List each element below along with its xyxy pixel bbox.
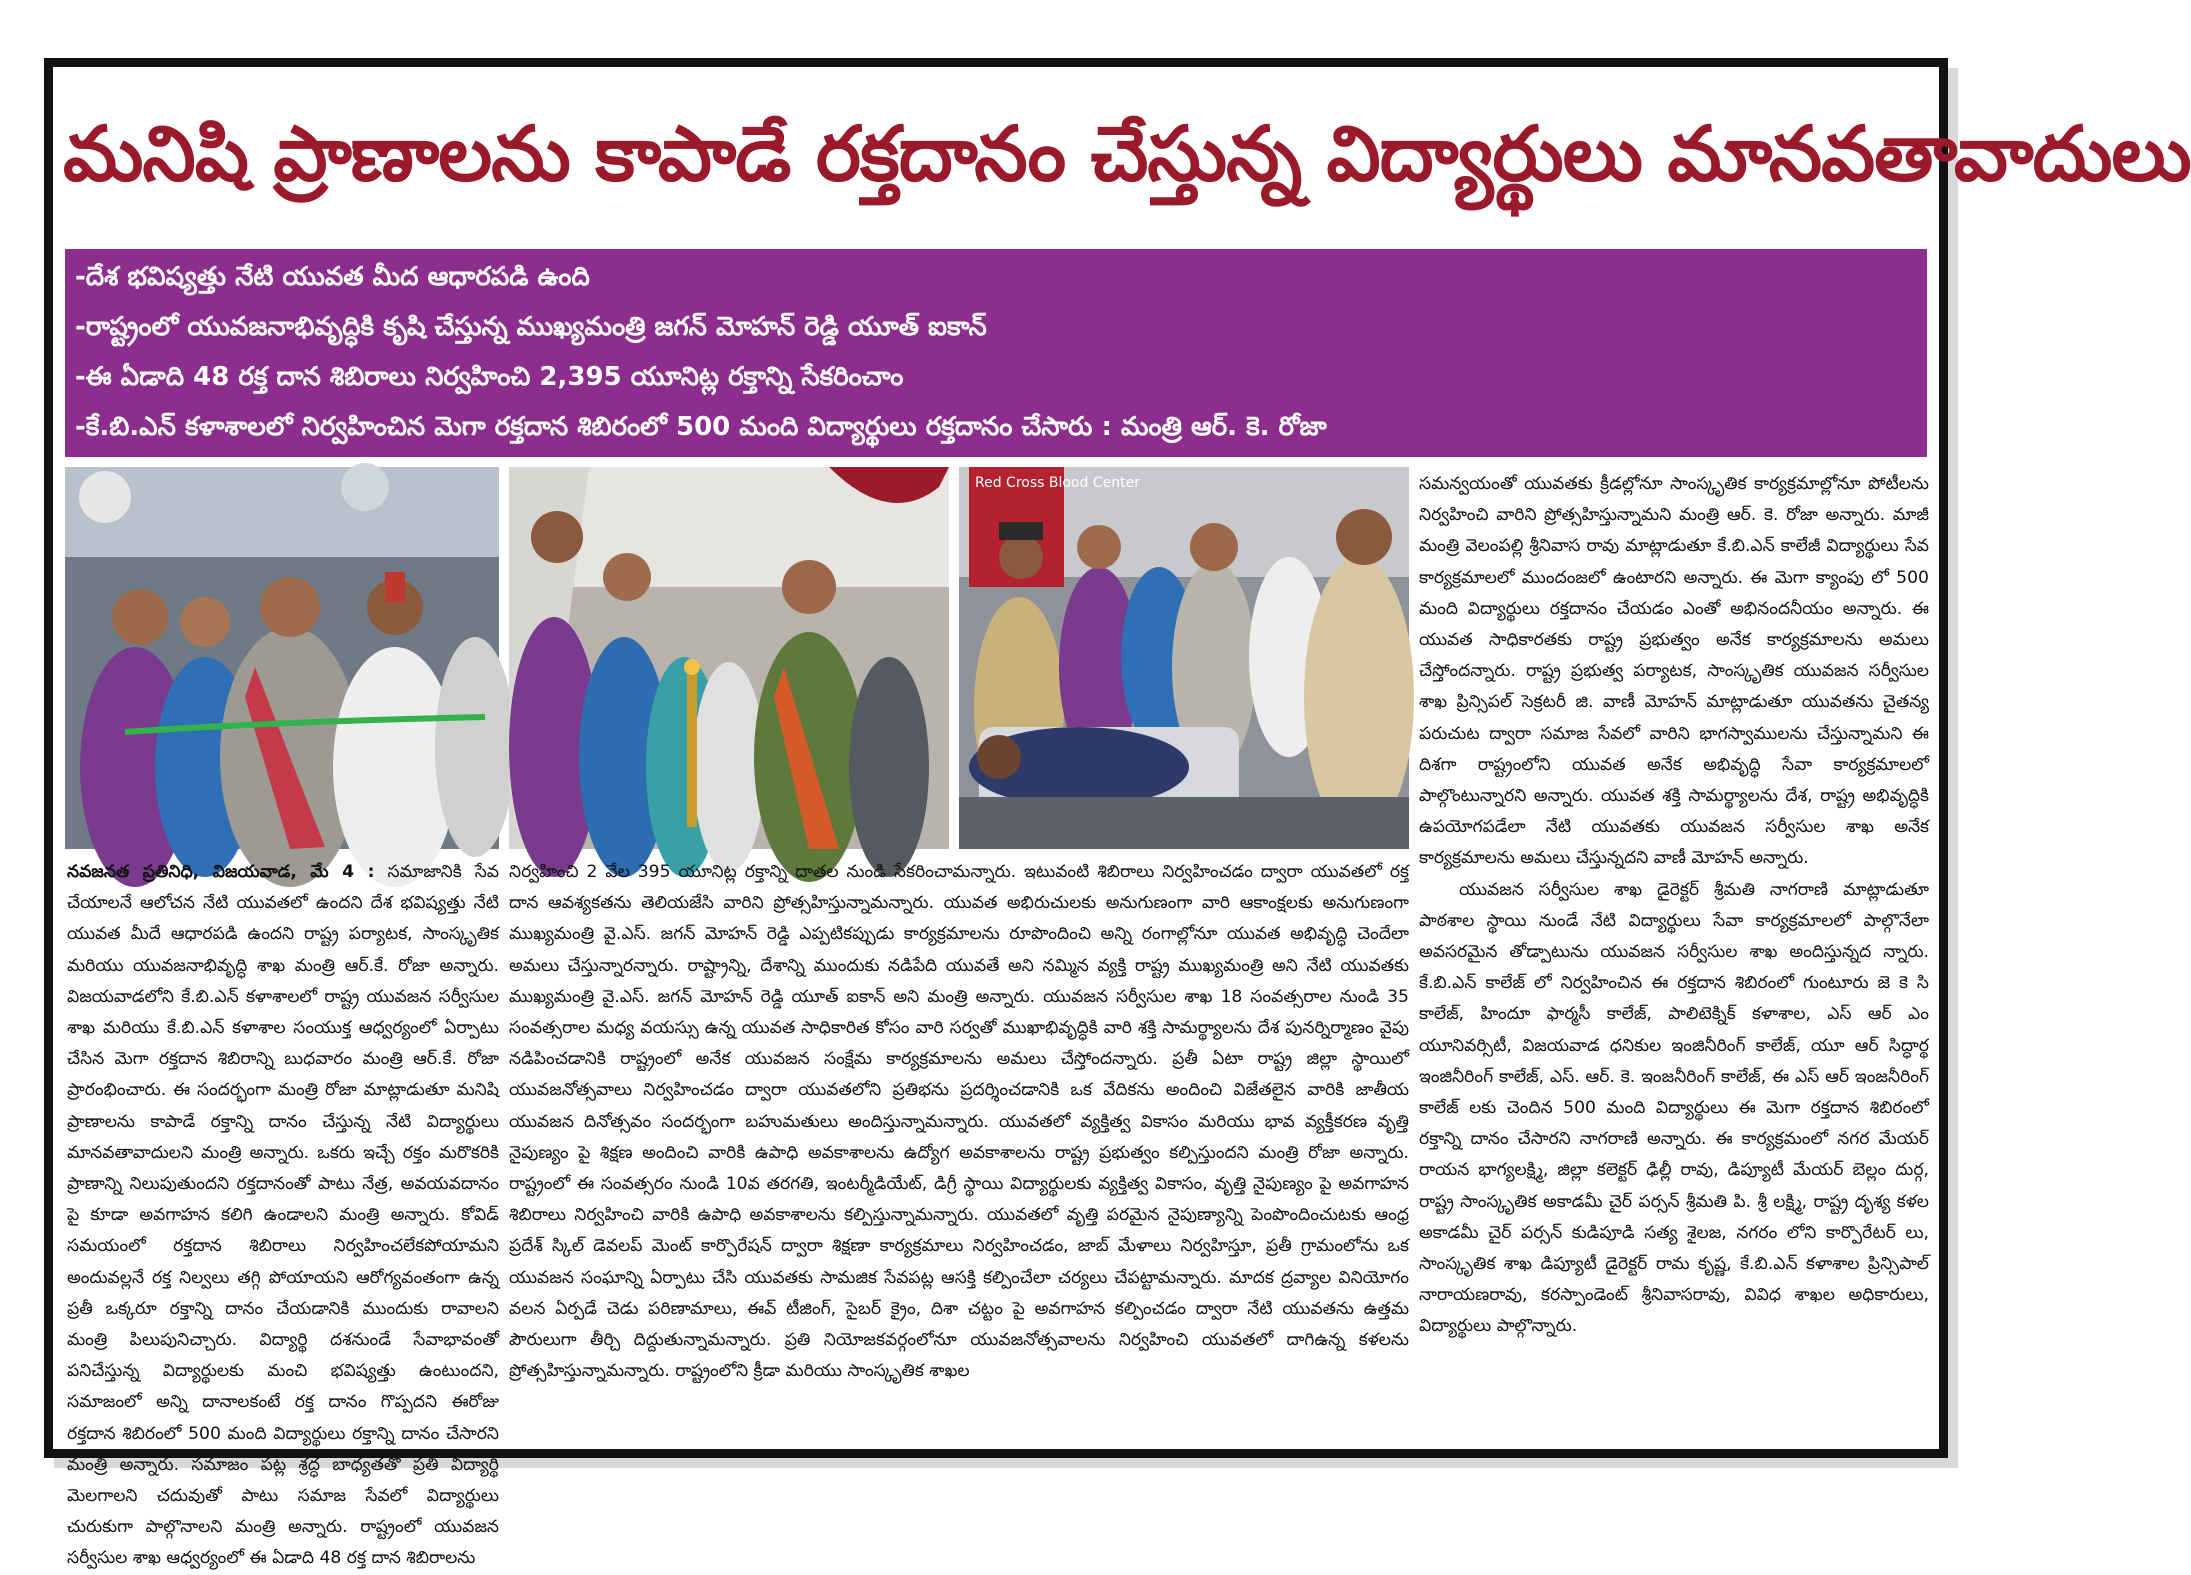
column-1-text: సమాజానికి సేవ చేయాలనే ఆలోచన నేటి యువతలో ఉందని దేశ భవిష్యత్తు నేటి యువత మీదే ఆధారపడి ఉందని రాష్ట్ర పర్యాటక, సాంస్కృతిక మరియు యువజనాభివృద్ధి శాఖ మంత్రి ఆర్.కే. రోజా అన్నారు. విజయవాడలోని కే.బి.ఎన్ కళాశాలలో రాష్ట్ర యువజన సర్వీసుల శాఖ మరియు కే.బి.ఎన్ కళాశాల సంయుక్త ఆధ్వర్యంలో ఏర్పాటు చేసిన మెగా రక్తదాన శిబిరాన్ని బుధవారం మంత్రి ఆర్.కే. రోజా ప్రారంభించారు. ఈ సందర్భంగా మంత్రి రోజా మాట్లాడుతూ మనిషి ప్రాణాలను కాపాడే రక్తాన్ని దానం చేస్తున్న నేటి విద్యార్థులు మానవతావాదులని మంత్రి అన్నారు. ఒకరు ఇచ్చే రక్తం మరొకరికి ప్రాణాన్ని నిలుపుతుందని రక్తదానంతో పాటు నేత్ర, అవయవదానం పై కూడా అవగాహన కలిగి ఉండాలని మంత్రి అన్నారు. కోవిడ్ సమయంలో రక్తదాన శిబిరాలు నిర్వహించలేకపోయామని అందువల్లనే రక్త నిల్వలు తగ్గి పోయాయని ఆరోగ్యవంతంగా ఉన్న ప్రతీ ఒక్కరూ రక్తాన్ని దానం చేయడానికి ముందుకు రావాలని మంత్రి పిలుపునిచ్చారు. విద్యార్థి దశనుండే సేవాభావంతో పనిచేస్తున్న విద్యార్థులకు మంచి భవిష్యత్తు ఉంటుందని, సమాజంలో అన్ని దానాలకంటే రక్త దానం గొప్పదని ఈరోజు రక్తదాన శిబిరంలో 500 మంది విద్యార్థులు రక్తాన్ని దానం చేసారని మంత్రి అన్నారు. సమాజం పట్ల శ్రద్ధ బాధ్యతతో ప్రతి విద్యార్థి మెలగాలని చదువుతో పాటు సమాజ సేవలో విద్యార్థులు చురుకుగా పాల్గొనాలని మంత్రి అన్నారు. రాష్ట్రంలో యువజన సర్వీసుల శాఖ ఆధ్వర్యంలో ఈ ఏడాది 48 రక్త దాన శిబిరాలను [67, 862, 500, 1569]
highlights-band [65, 249, 1927, 457]
column-2-text: నిర్వహించి 2 వేల 395 యూనిట్ల రక్తాన్ని దాతల నుండి సేకరించామన్నారు. ఇటువంటి శిబిరాలు నిర్వహించడం ద్వారా యువతలో రక్త దాన ఆవశ్యకతను తెలియజేసి వారిని ప్రోత్సహిస్తున్నామన్నారు. యువత అభిరుచులకు అనుగుణంగా వారి ఆకాంక్షలకు అనుగుణంగా ముఖ్యమంత్రి వై.ఎస్. జగన్ మోహన్ రెడ్డి ఎప్పటికప్పుడు కార్యక్రమాలను రూపొందించి అన్ని రంగాల్లోనూ యువత అభివృద్ధి చెందేలా అమలు చేస్తున్నారన్నారు. రాష్ట్రాన్ని, దేశాన్ని ముందుకు నడిపేది యువతే అని నమ్మిన వ్యక్తి రాష్ట్ర ముఖ్యమంత్రి అని నేటి యువతకు ముఖ్యమంత్రి వై.ఎస్. జగన్ మోహన్ రెడ్డి యూత్ ఐకాన్ అని మంత్రి అన్నారు. యువజన సర్వీసుల శాఖ 18 సంవత్సరాల నుండి 35 సంవత్సరాల మధ్య వయస్సు ఉన్న యువత సాధికారిత కోసం వారి సర్వతో ముఖాభివృద్ధికి వారి శక్తి సామర్థ్యాలను దేశ పునర్నిర్మాణం వైపు నడిపించడానికి రాష్ట్రంలో అనేక యువజన సంక్షేమ కార్యక్రమాలను అమలు చేస్తోందన్నారు. ప్రతీ ఏటా రాష్ట్ర జిల్లా స్థాయిలో యువజనోత్సవాలు నిర్వహించడం ద్వారా యువతలోని ప్రతిభను ప్రదర్శించడానికి ఒక వేదికను అందించి విజేతలైన వారికి జాతీయ యువజన దినోత్సవం సందర్భంగా బహుమతులు అందిస్తున్నామన్నారు. యువతలో వ్యక్తిత్వ వికాసం మరియు భావ వ్యక్తీకరణ వృత్తి నైపుణ్యం పై శిక్షణ అందించి వారికి ఉపాధి అవకాశాలను ఉద్యోగ అవకాశాలను రాష్ట్ర ప్రభుత్వం కల్పిస్తుందని మంత్రి రోజా అన్నారు. రాష్ట్రంలో ఈ సంవత్సరం నుండి 10వ తరగతి, ఇంటర్మీడియేట్, డిగ్రీ స్థాయి విద్యార్థులకు వ్యక్తిత్వ వికాసం, వృత్తి నైపుణ్యం పై అవగాహన శిబిరాలు నిర్వహించి వారికి ఉపాధి అవకాశాలను కల్పిస్తున్నామన్నారు. యువతలో వృత్తి పరమైన నైపుణ్యాన్ని పెంపొందించుటకు ఆంధ్ర ప్రదేశ్ స్కిల్ డెవలప్ మెంట్ కార్పొరేషన్ ద్వారా శిక్షణా కార్యక్రమాలు నిర్వహించడం, జాబ్ మేళాలు నిర్వహిస్తూ, ప్రతీ గ్రామంలోను ఒక యువజన సంఘాన్ని ఏర్పాటు చేసి యువతకు సామజిక సేవపట్ల ఆసక్తి కల్పించేలా చర్యలు చేపట్టామన్నారు. మాదక ద్రవ్యాల వినియోగం వలన ఏర్పడే చెడు పరిణామాలు, ఈవ్ టీజింగ్, సైబర్ క్రైం, దిశా చట్టం పై అవగాహన కల్పించడం ద్వారా నేటి యువతను ఉత్తమ పౌరులుగా తీర్చి దిద్దుతున్నామన్నారు. ప్రతి నియోజకవర్గంలోనూ యువజనోత్సవాలను నిర్వహించి యువతలో దాగిఉన్న కళలను ప్రోత్సహిస్తున్నామన్నారు. రాష్ట్రంలోని క్రీడా మరియు సాంస్కృతిక శాఖల [509, 862, 1409, 1382]
article-column-3 [1419, 469, 1929, 1343]
banner-text: Red Cross Blood Center [975, 475, 1140, 491]
photo-blood-donation [959, 467, 1409, 849]
photo-ribbon-cutting [65, 467, 499, 849]
column-3-paragraph-1: సమన్వయంతో యువతకు క్రీడల్లోనూ సాంస్కృతిక కార్యక్రమాల్లోనూ పోటీలను నిర్వహించి వారిని ప్రోత్సహిస్తున్నామని మంత్రి ఆర్. కె. రోజా అన్నారు. మాజీ మంత్రి వెలంపల్లి శ్రీనివాస రావు మాట్లాడుతూ కే.బి.ఎన్ కాలేజీ విద్యార్థులు సేవ కార్యక్రమాలలో ముందంజలో ఉంటారని అన్నారు. ఈ మెగా క్యాంపు లో 500 మంది విద్యార్థులు రక్తదానం చేయడం ఎంతో అభినందనీయం అన్నారు. ఈ యువత సాధికారతకు రాష్ట్ర ప్రభుత్వం అనేక కార్యక్రమాలను అమలు చేస్తోందన్నారు. రాష్ట్ర ప్రభుత్వ పర్యాటక, సాంస్కృతిక యువజన సర్వీసుల శాఖ ప్రిన్సిపల్ సెక్రటరీ జి. వాణీ మోహన్ మాట్లాడుతూ యువతను చైతన్య పరుచుట ద్వారా సమాజ సేవలో వారిని భాగస్వాములను చేస్తున్నామని ఈ దిశగా రాష్ట్రంలోని యువత అనేక అభివృద్ధి సేవా కార్యక్రమాలలో పాల్గొంటున్నారని అన్నారు. యువత శక్తి సామర్థ్యాలను దేశ, రాష్ట్ర అభివృద్ధికి ఉపయోగపడేలా నేటి యువతకు యువజన సర్వీసుల శాఖ అనేక కార్యక్రమాలను అమలు చేస్తున్నదని వాణీ మోహన్ అన్నారు. [1419, 474, 1929, 869]
highlight-2: -రాష్ట్రంలో యువజనాభివృద్ధికి కృషి చేస్తున్న ముఖ్యమంత్రి జగన్ మోహన్ రెడ్డి యూత్ ఐకాన్ [75, 312, 987, 342]
dateline: నవజనత ప్రతినిధి, విజయవాడ, మే 4 : [67, 862, 375, 882]
highlight-3: -ఈ ఏడాది 48 రక్త దాన శిబిరాలు నిర్వహించి 2,395 యూనిట్ల రక్తాన్ని సేకరించాం [75, 362, 904, 392]
column-3-paragraph-2: యువజన సర్వీసుల శాఖ డైరెక్టర్ శ్రీమతి నాగరాణి మాట్లాడుతూ పాఠశాల స్థాయి నుండే నేటి విద్యార్థులు సేవా కార్యక్రమాలలో పాల్గొనేలా అవసరమైన తోడ్పాటును యువజన సర్వీసుల శాఖ అందిస్తున్నద న్నారు. కే.బి.ఎన్ కాలేజ్ లో నిర్వహించిన ఈ రక్తదాన శిబిరంలో గుంటూరు జె కె సి కాలేజ్, హిందూ ఫార్మసీ కాలేజ్, పాలిటెక్నిక్ కళాశాల, ఎస్ ఆర్ ఎం యూనివర్సిటీ, విజయవాడ ధనికుల ఇంజినీరింగ్ కాలేజ్, యూ ఆర్ సిద్ధార్థ ఇంజినీరింగ్ కాలేజ్, ఎస్. ఆర్. కె. ఇంజనీరింగ్ కాలేజ్, ఈ ఎస్ ఆర్ ఇంజనీరింగ్ కాలేజ్ లకు చెందిన 500 మంది విద్యార్థులు ఈ మెగా రక్తదాన శిబిరంలో రక్తాన్ని దానం చేసారని నాగరాణి అన్నారు. ఈ కార్యక్రమంలో నగర మేయర్ రాయన భాగ్యలక్ష్మి, జిల్లా కలెక్టర్ ఢిల్లీ రావు, డిప్యూటీ మేయర్ బెల్లం దుర్గ, రాష్ట్ర సాంస్కృతిక అకాడమీ చైర్ పర్సన్ శ్రీమతి పి. శ్రీ లక్ష్మి, రాష్ట్ర దృశ్య కళల అకాడమీ చైర్ పర్సన్ కుడిపూడి సత్య శైలజ, నగరం లోని కార్పొరేటర్ లు, సాంస్కృతిక శాఖ డిప్యూటీ డైరెక్టర్ రామ కృష్ణ, కే.బి.ఎన్ కళాశాల ప్రిన్సిపాల్ నారాయణరావు, కరస్పాండెంట్ శ్రీనివాసరావు, వివిధ శాఖల అధికారులు, విద్యార్థులు పాల్గొన్నారు. [1419, 879, 1929, 1337]
headline: మనిషి ప్రాణాలను కాపాడే రక్తదానం చేస్తున్న విద్యార్థులు మానవతావాదులు [63, 109, 2191, 198]
article-column-1 [67, 857, 499, 1575]
highlight-4: -కే.బి.ఎన్ కళాశాలలో నిర్వహించిన మెగా రక్తదాన శిబిరంలో 500 మంది విద్యార్థులు రక్తదానం చేసారు : మంత్రి ఆర్. కె. రోజా [75, 412, 1327, 442]
article-column-2 [509, 857, 1409, 1387]
newspaper-clipping [44, 58, 2191, 1569]
highlight-1: -దేశ భవిష్యత్తు నేటి యువత మీద ఆధారపడి ఉంది [75, 262, 590, 292]
photo-lamp-lighting [509, 467, 949, 849]
